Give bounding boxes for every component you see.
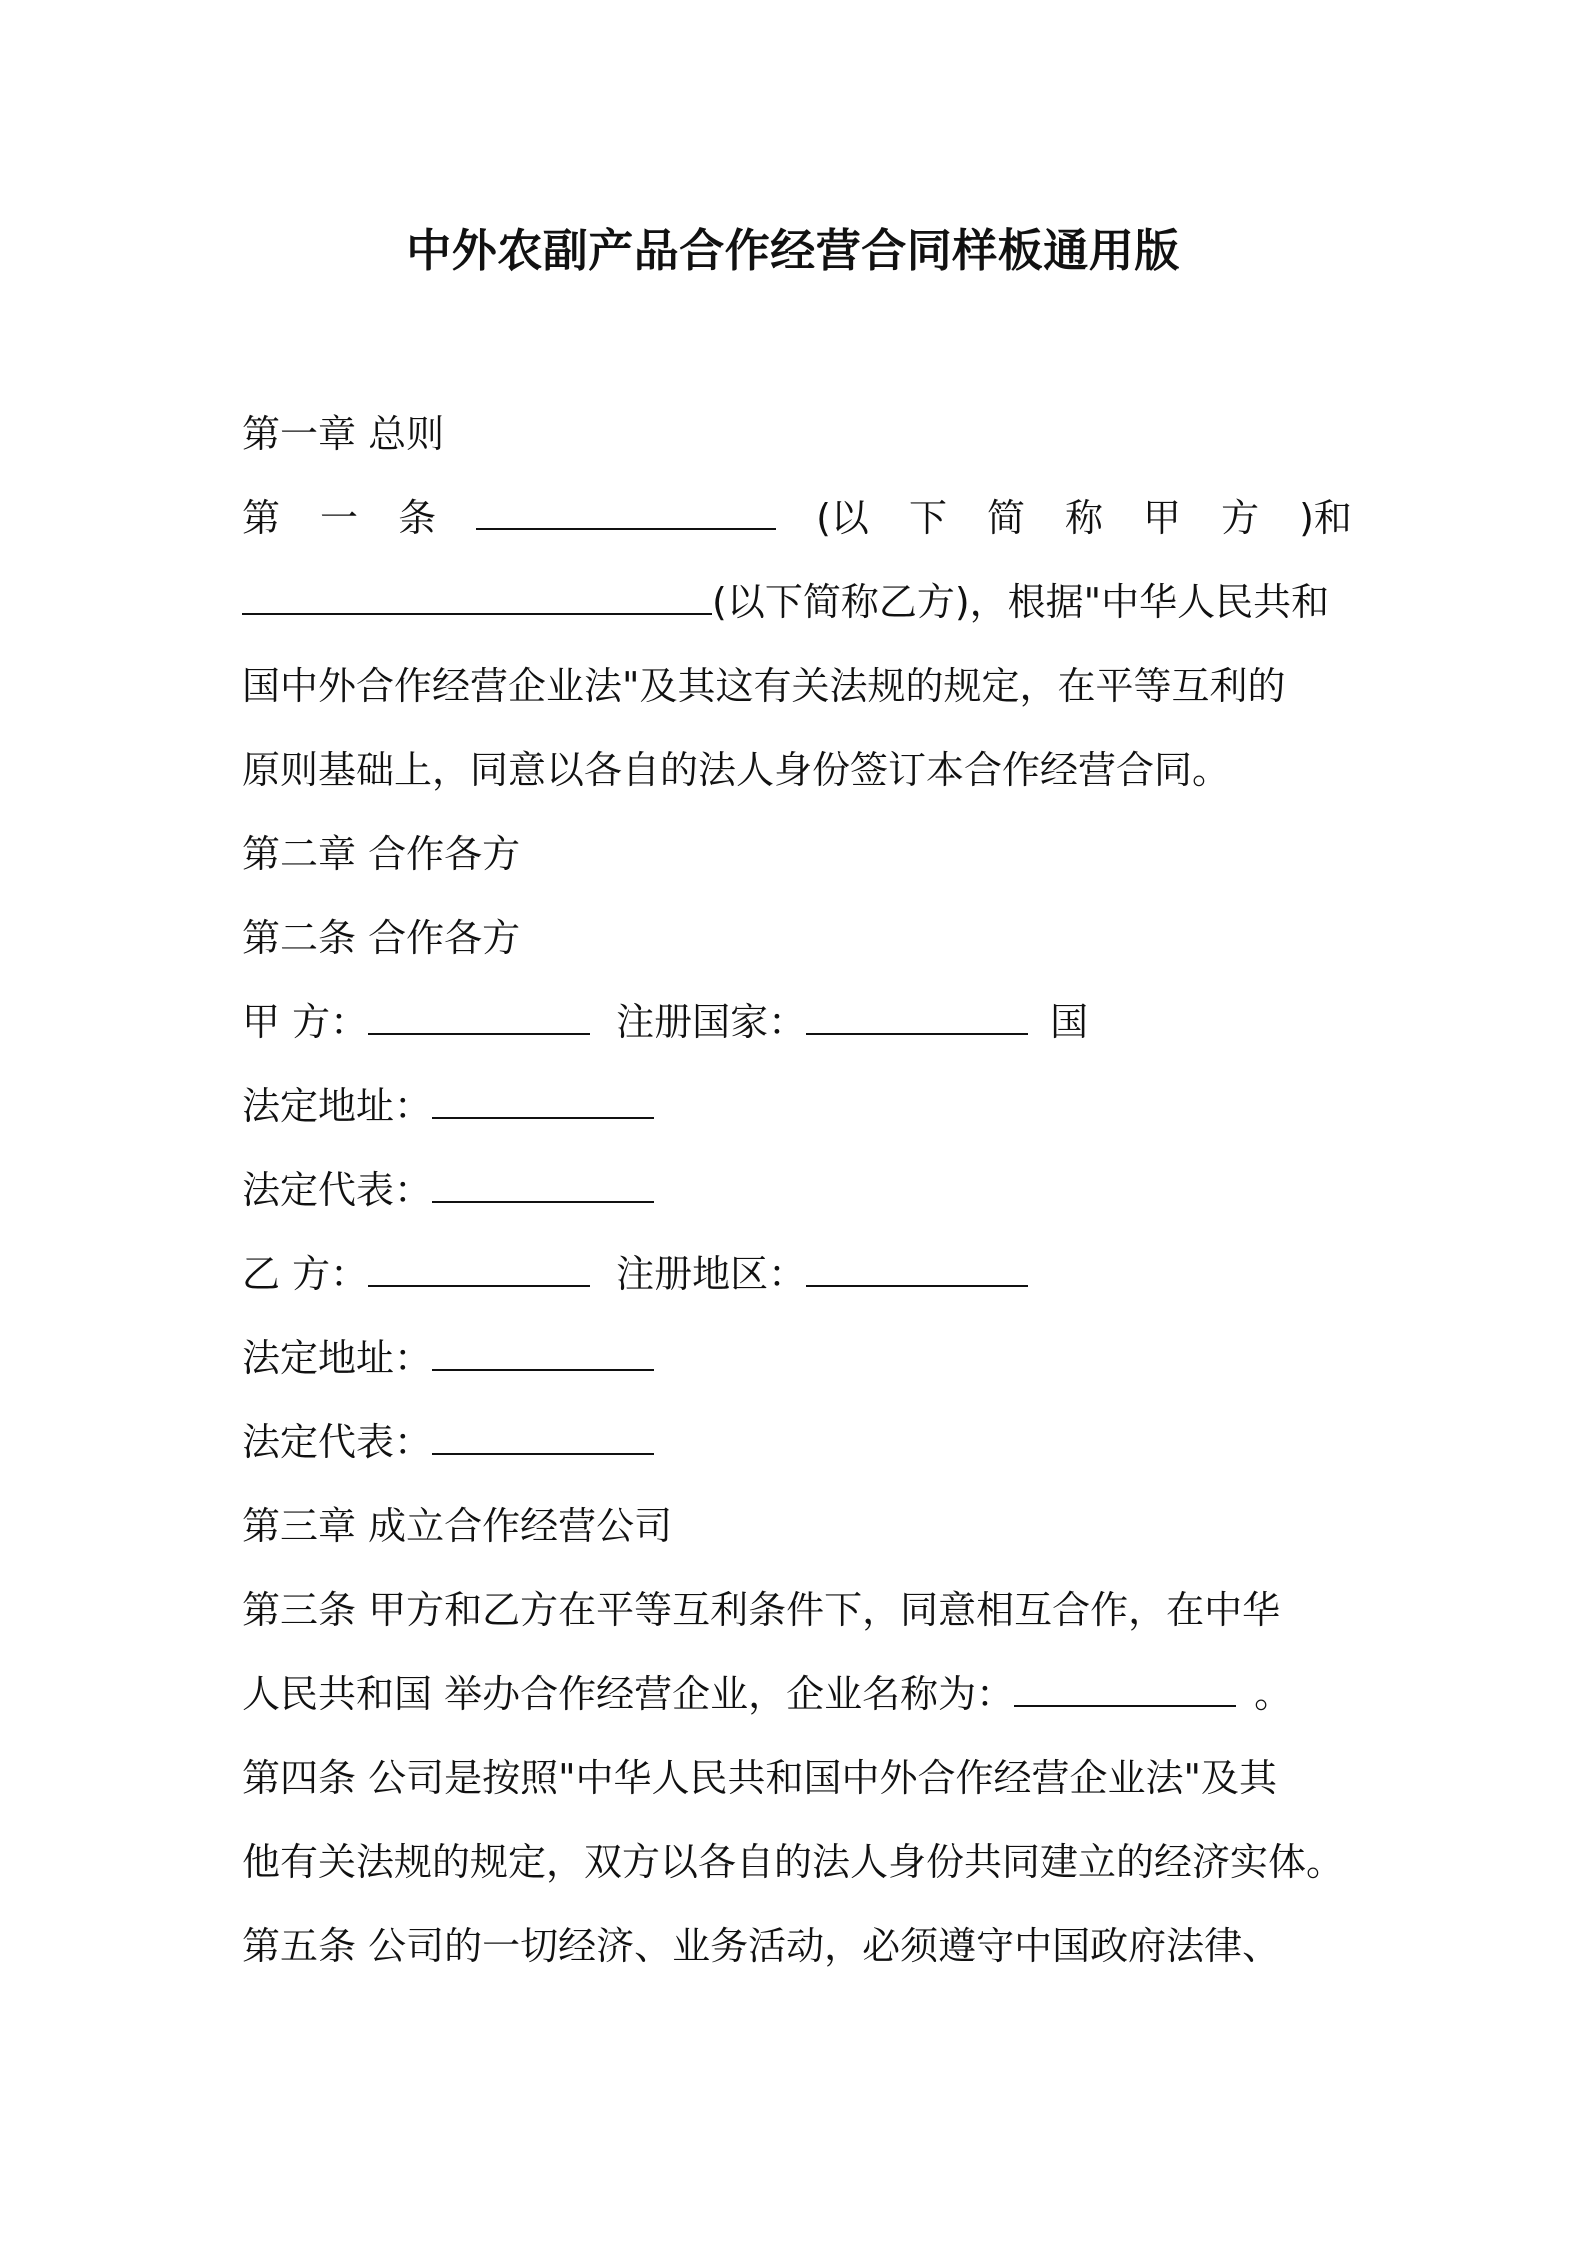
party-b-blank — [368, 1251, 590, 1287]
chapter-3-heading: 第三章 成立合作经营公司 — [242, 1504, 673, 1548]
party-a-address-line — [242, 1082, 1352, 1130]
party-b-address-blank — [432, 1335, 654, 1371]
article-1-line-4: 原则基础上，同意以各自的法人身份签订本合作经营合同。 — [242, 748, 1231, 792]
party-b-name-blank — [242, 579, 712, 615]
party-a-rep-blank — [432, 1167, 654, 1203]
article-3-line-1: 第三条 甲方和乙方在平等互利条件下，同意相互合作，在中华 — [242, 1588, 1281, 1632]
party-b-rep-label: 法定代表： — [242, 1420, 433, 1464]
article-3-line-2-prefix: 人民共和国 举办合作经营企业，企业名称为： — [242, 1672, 1015, 1716]
article-1-line-3: 国中外合作经营企业法"及其这有关法规的规定，在平等互利的 — [242, 664, 1286, 708]
party-a-rep-line — [242, 1166, 1352, 1214]
article-3-line-2 — [242, 1670, 1352, 1718]
company-name-blank — [1014, 1671, 1236, 1707]
article-1-label-char: 第 — [242, 496, 281, 540]
party-a-address-label: 法定地址： — [242, 1084, 433, 1128]
party-b-rep-line — [242, 1418, 1352, 1466]
article-4-line-1: 第四条 公司是按照"中华人民共和国中外合作经营企业法"及其 — [242, 1756, 1278, 1800]
party-b-line — [242, 1250, 1352, 1298]
party-a-rep-label: 法定代表： — [242, 1168, 433, 1212]
party-a-label: 甲 方： — [242, 1000, 369, 1044]
party-b-address-label: 法定地址： — [242, 1336, 433, 1380]
party-b-label: 乙 方： — [242, 1252, 369, 1296]
article-5-line-1: 第五条 公司的一切经济、业务活动，必须遵守中国政府法律、 — [242, 1924, 1281, 1968]
chapter-1-heading: 第一章 总则 — [242, 412, 445, 456]
chapter-2-heading: 第二章 合作各方 — [242, 832, 521, 876]
article-2-heading: 第二条 合作各方 — [242, 916, 521, 960]
party-a-country-blank — [806, 999, 1028, 1035]
party-a-blank — [368, 999, 590, 1035]
article-1-line-2-text: (以下简称乙方)，根据"中华人民共和 — [712, 580, 1330, 624]
article-1-suffix-char: )和 — [1299, 496, 1352, 540]
article-1-suffix-char: (以 — [816, 496, 869, 540]
party-b-rep-blank — [432, 1419, 654, 1455]
party-a-country-suffix: 国 — [1050, 1000, 1089, 1044]
article-1-suffix-char: 称 — [1065, 496, 1104, 540]
article-1-suffix-char: 下 — [908, 496, 947, 540]
party-a-address-blank — [432, 1083, 654, 1119]
party-a-name-blank — [476, 494, 776, 530]
document-title: 中外农副产品合作经营合同样板通用版 — [406, 224, 1180, 277]
party-b-address-line — [242, 1334, 1352, 1382]
party-a-country-label: 注册国家： — [616, 1000, 807, 1044]
article-1-line-2 — [242, 578, 1352, 626]
article-3-line-2-suffix: 。 — [1254, 1672, 1293, 1716]
article-4-line-2: 他有关法规的规定，双方以各自的法人身份共同建立的经济实体。 — [242, 1840, 1345, 1884]
article-1-line-1 — [242, 494, 1352, 542]
party-b-region-blank — [806, 1251, 1028, 1287]
article-1-label-char: 一 — [320, 496, 359, 540]
article-1-suffix-char: 甲 — [1143, 496, 1182, 540]
article-1-suffix-char: 方 — [1221, 496, 1260, 540]
article-1-label-char: 条 — [398, 496, 437, 540]
party-b-region-label: 注册地区： — [616, 1252, 807, 1296]
party-a-line — [242, 998, 1352, 1046]
article-1-suffix-char: 简 — [986, 496, 1025, 540]
